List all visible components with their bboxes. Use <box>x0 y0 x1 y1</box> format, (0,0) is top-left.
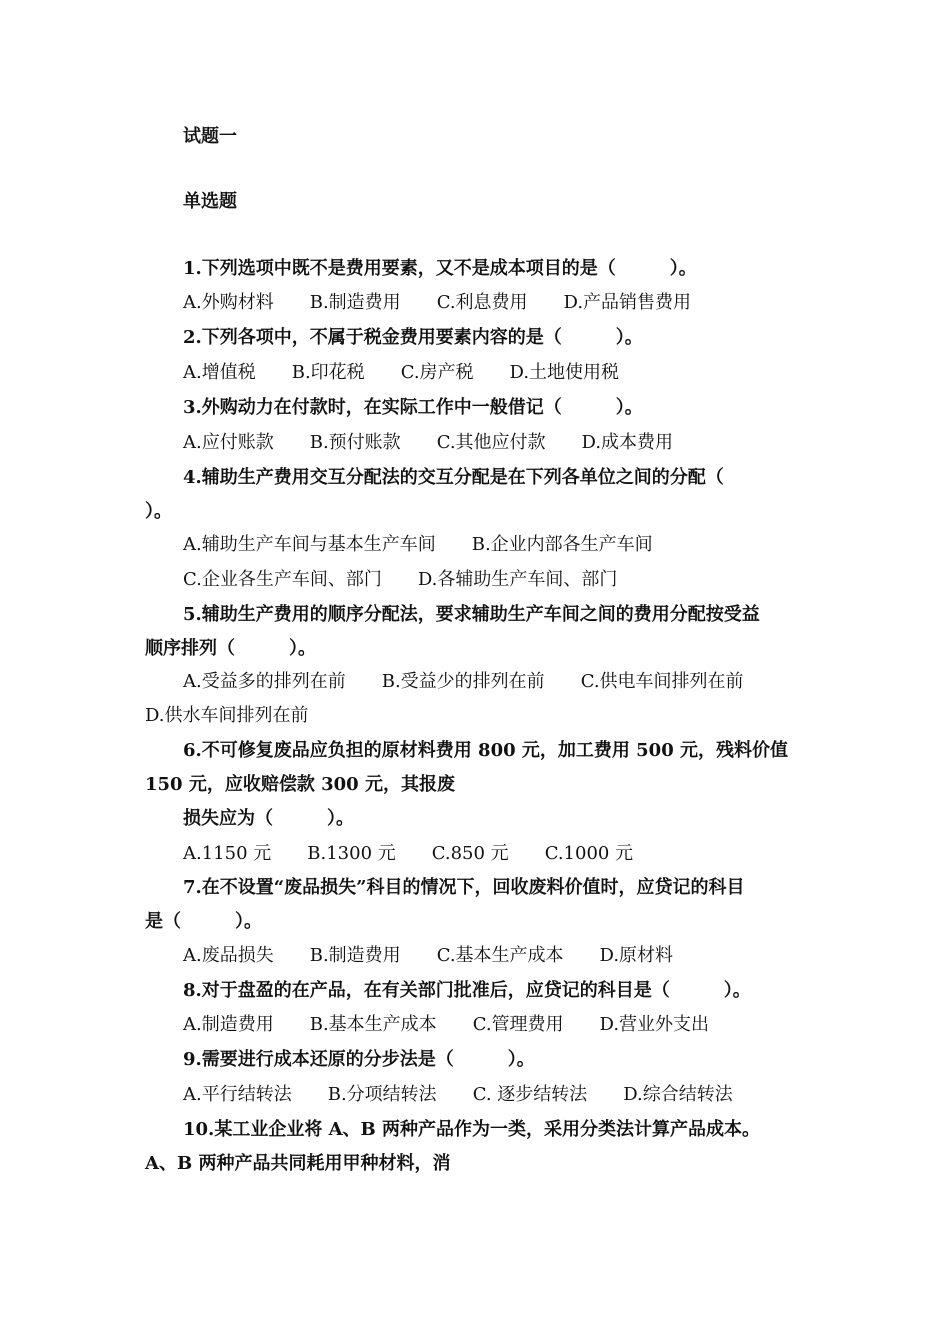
option-c: C.房产税 <box>400 362 474 383</box>
question-5-options-row2 <box>145 704 805 728</box>
question-8-text: 8.对于盘盈的在产品，在有关部门批准后，应贷记的科目是（ ）。 <box>183 980 751 1001</box>
doc-title: 试题一 <box>183 126 237 147</box>
option-b: B.受益少的排列在前 <box>381 671 545 692</box>
option-d: D.土地使用税 <box>509 362 620 383</box>
question-5-text: 5.辅助生产费用的顺序分配法，要求辅助生产车间之间的费用分配按受益 <box>183 604 760 625</box>
question-6-options <box>183 842 843 866</box>
question-8-options <box>183 1013 843 1037</box>
question-6-text: 6.不可修复废品应负担的原材料费用 800 元，加工费用 500 元，残料价值 <box>183 740 789 761</box>
question-7-options <box>183 944 843 968</box>
question-1-text: 1.下列选项中既不是费用要素，又不是成本项目的是（ ）。 <box>183 258 697 279</box>
question-4-options-row2 <box>183 568 843 592</box>
option-a: A.受益多的排列在前 <box>183 671 346 692</box>
question-10-text: 10.某工业企业将 A、B 两种产品作为一类，采用分类法计算产品成本。 <box>183 1119 761 1140</box>
question-1-options <box>183 291 843 315</box>
option-a: A.废品损失 <box>183 945 274 966</box>
question-7-text: 7.在不设置“废品损失”科目的情况下，回收废料价值时，应贷记的科目 <box>183 877 745 898</box>
option-d: D.营业外支出 <box>599 1014 710 1035</box>
question-3-text: 3.外购动力在付款时，在实际工作中一般借记（ ）。 <box>183 397 643 418</box>
option-c-2: C.1000 元 <box>544 843 634 864</box>
option-d: D.产品销售费用 <box>563 292 692 313</box>
question-10-text-cont: A、B 两种产品共同耗用甲种材料，消 <box>145 1153 451 1174</box>
question-2-options <box>183 361 843 385</box>
question-9-options <box>183 1083 843 1107</box>
question-3-options <box>183 431 843 455</box>
option-a: A.平行结转法 <box>183 1084 292 1105</box>
option-c: C.管理费用 <box>472 1014 564 1035</box>
question-7-text-cont: 是（ ）。 <box>145 911 262 932</box>
option-d: D.各辅助生产车间、部门 <box>417 569 618 590</box>
question-6-text-cont: 150 元，应收赔偿款 300 元，其报废 <box>145 774 455 795</box>
section-title: 单选题 <box>183 191 237 212</box>
option-c: C.其他应付款 <box>436 432 546 453</box>
option-d: D.成本费用 <box>581 432 674 453</box>
option-c: C.供电车间排列在前 <box>580 671 744 692</box>
question-5-text-cont: 顺序排列（ ）。 <box>145 638 316 659</box>
option-b: B.分项结转法 <box>327 1084 437 1105</box>
question-2-text: 2.下列各项中，不属于税金费用要素内容的是（ ）。 <box>183 327 643 348</box>
question-9-text: 9.需要进行成本还原的分步法是（ ）。 <box>183 1049 535 1070</box>
option-b: B.企业内部各生产车间 <box>471 534 653 555</box>
question-6-text-cont2: 损失应为（ ）。 <box>183 808 354 829</box>
option-b: B.制造费用 <box>309 945 401 966</box>
option-d: D.综合结转法 <box>623 1084 733 1105</box>
option-a: A.外购材料 <box>183 292 274 313</box>
option-d: D.供水车间排列在前 <box>145 705 309 726</box>
option-c: C. 逐步结转法 <box>472 1084 588 1105</box>
option-b: B.基本生产成本 <box>309 1014 437 1035</box>
question-4-text-cont: ）。 <box>145 501 172 522</box>
option-b: B.1300 元 <box>307 843 396 864</box>
option-a: A.应付账款 <box>183 432 274 453</box>
option-b: B.印花税 <box>291 362 365 383</box>
option-a: A.增值税 <box>183 362 256 383</box>
option-c: C.企业各生产车间、部门 <box>183 569 382 590</box>
option-c: C.利息费用 <box>436 292 528 313</box>
option-c: C.基本生产成本 <box>436 945 564 966</box>
option-a: A.1150 元 <box>183 843 272 864</box>
question-4-options-row1 <box>183 533 843 557</box>
option-a: A.辅助生产车间与基本生产车间 <box>183 534 436 555</box>
option-d: D.原材料 <box>599 945 674 966</box>
option-c: C.850 元 <box>431 843 509 864</box>
option-b: B.制造费用 <box>309 292 401 313</box>
question-4-text: 4.辅助生产费用交互分配法的交互分配是在下列各单位之间的分配（ <box>183 467 724 488</box>
question-5-options-row1 <box>183 670 843 694</box>
option-a: A.制造费用 <box>183 1014 274 1035</box>
option-b: B.预付账款 <box>309 432 401 453</box>
